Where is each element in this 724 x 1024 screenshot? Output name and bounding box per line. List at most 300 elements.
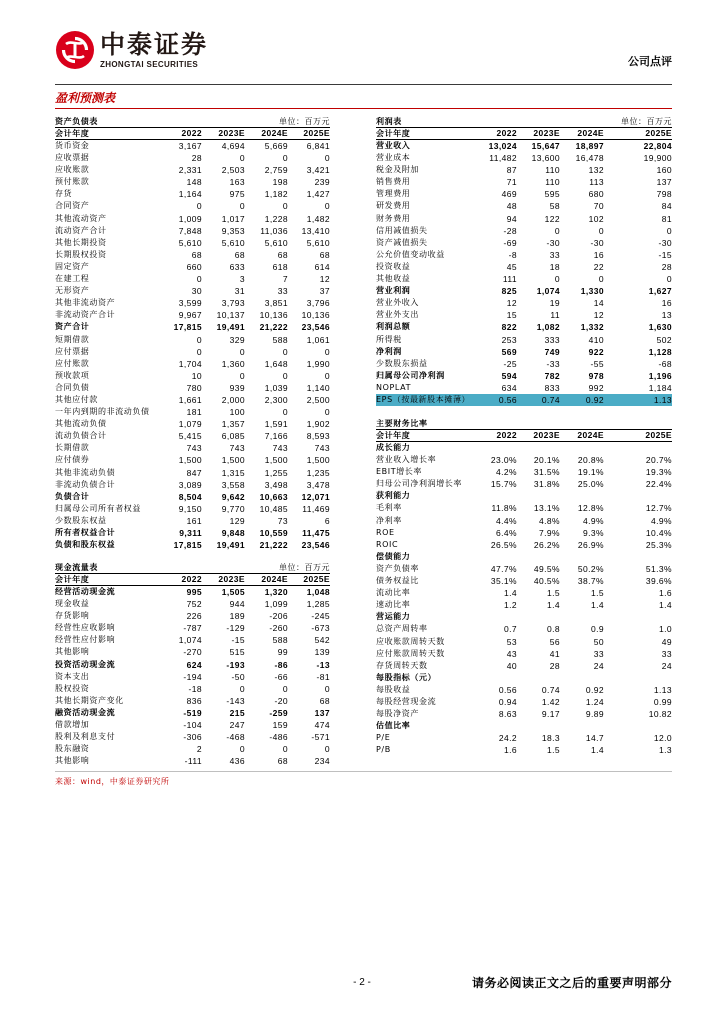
table-row: [55, 321, 330, 333]
row-label: 应收票据: [55, 153, 90, 163]
cell-value: 9,770: [221, 503, 245, 514]
table-row: [376, 708, 672, 720]
cell-value: 1,255: [264, 467, 288, 478]
cell-value: 10,663: [259, 491, 288, 502]
table-row: [55, 707, 330, 719]
cell-value: -50: [231, 671, 245, 682]
cell-value: 0.56: [498, 684, 517, 695]
logo-graphic: [55, 30, 95, 70]
cell-value: 3,498: [264, 479, 288, 490]
row-label: 销售费用: [376, 177, 411, 187]
cell-value: -306: [183, 732, 202, 743]
cell-value: 782: [544, 370, 560, 381]
cell-value: 23,546: [301, 540, 330, 551]
cell-value: 110: [545, 165, 560, 176]
cell-value: -20: [274, 695, 288, 706]
cell-value: 1,196: [648, 370, 672, 381]
cell-value: 8.63: [498, 709, 517, 720]
cell-value: 995: [186, 587, 202, 597]
cell-value: 0: [598, 225, 604, 236]
cell-value: 18: [549, 261, 560, 272]
cell-value: 3,793: [221, 298, 245, 309]
cell-value: 5,610: [306, 237, 330, 248]
row-label: 短期借款: [55, 334, 90, 344]
column-header: 2022: [496, 430, 517, 440]
cell-value: -787: [183, 623, 202, 634]
cell-value: -193: [226, 659, 245, 670]
section-header-row: [376, 442, 672, 454]
cell-value: 68: [277, 249, 288, 260]
cell-value: 25.3%: [645, 539, 672, 550]
column-header: 2023E: [218, 128, 245, 138]
row-label: 经营活动现金流: [55, 587, 116, 596]
section-label: 获利能力: [376, 491, 411, 501]
cell-value: 20.1%: [533, 455, 560, 466]
cell-value: 939: [229, 382, 245, 393]
table-row: [55, 695, 330, 707]
table-row: [55, 358, 330, 370]
cell-value: 253: [501, 334, 517, 345]
table-row: [376, 261, 672, 273]
cell-value: 0: [324, 683, 330, 694]
row-label: 净利率: [376, 515, 402, 525]
cell-value: 0.7: [503, 624, 517, 635]
cell-value: 19,900: [643, 153, 672, 164]
cell-value: 68: [319, 695, 330, 706]
cell-value: 1,332: [580, 322, 604, 333]
table-row: [55, 200, 330, 212]
cell-value: 3,796: [306, 298, 330, 309]
row-label: 归属母公司所有者权益: [55, 503, 141, 513]
cell-value: 159: [272, 720, 288, 731]
row-label: 存货影响: [55, 611, 90, 621]
table-row: [376, 696, 672, 708]
cell-value: 1.4: [658, 600, 672, 611]
cell-value: 1,099: [264, 599, 288, 610]
cell-value: -86: [274, 659, 288, 670]
section-header-row: [376, 490, 672, 502]
cell-value: 0: [598, 274, 604, 285]
column-header: 2024E: [577, 128, 604, 138]
row-label: 应收账款: [55, 165, 90, 175]
cell-value: 110: [545, 177, 560, 188]
table-row: [55, 188, 330, 200]
cell-value: 1.4: [546, 600, 560, 611]
cell-value: 8,504: [178, 491, 202, 502]
table-row: [376, 200, 672, 212]
cell-value: 2,331: [178, 165, 202, 176]
cell-value: 1.13: [653, 684, 672, 695]
cell-value: 833: [544, 382, 560, 393]
cell-value: 1,074: [178, 635, 202, 646]
cell-value: 84: [661, 201, 672, 212]
cell-value: 614: [314, 261, 330, 272]
cell-value: 160: [656, 165, 672, 176]
cell-value: 0: [239, 346, 245, 357]
table-row: [55, 634, 330, 646]
cell-value: 10,136: [259, 310, 288, 321]
cell-value: -270: [183, 647, 202, 658]
cell-value: 1,627: [648, 286, 672, 297]
cell-value: -259: [269, 707, 288, 718]
row-label: 固定资产: [55, 261, 90, 271]
row-label: 无形资产: [55, 286, 90, 296]
row-label: P/E: [376, 733, 391, 743]
row-label: 合同资产: [55, 201, 90, 211]
cell-value: -260: [269, 623, 288, 634]
cell-value: 7: [282, 274, 288, 285]
cell-value: -206: [269, 611, 288, 622]
row-label: 应付账款: [55, 358, 90, 368]
cell-value: 13.1%: [533, 503, 560, 514]
section-title: 盈利预测表: [55, 91, 116, 105]
cell-value: 1,017: [221, 213, 245, 224]
cell-value: 0: [324, 744, 330, 755]
cell-value: 11,469: [302, 503, 330, 514]
cell-value: 24: [661, 660, 672, 671]
cell-value: -28: [503, 225, 517, 236]
cell-value: 11,036: [260, 225, 288, 236]
cell-value: 16,478: [575, 153, 604, 164]
cell-value: 10,559: [259, 528, 288, 538]
row-label: 流动负债合计: [55, 431, 107, 441]
table-row: [55, 382, 330, 394]
cell-value: 0: [554, 274, 560, 285]
row-label: 其他非流动负债: [55, 467, 116, 477]
row-label: 非流动负债合计: [55, 479, 116, 489]
cell-value: 0: [239, 153, 245, 164]
table-row: [55, 586, 330, 598]
cell-value: 595: [544, 189, 560, 200]
row-label: 非流动资产合计: [55, 310, 116, 320]
cell-value: 0.9: [590, 624, 604, 635]
cell-value: 0: [282, 370, 288, 381]
section-header-row: [376, 720, 672, 732]
table-header-row: [376, 430, 672, 442]
cell-value: 10,137: [216, 310, 245, 321]
row-label: 长期股权投资: [55, 249, 107, 259]
cell-value: 6: [324, 515, 330, 526]
table-row: [55, 646, 330, 658]
cell-value: 24: [593, 660, 604, 671]
table-unit: 单位：百万元: [621, 117, 672, 126]
cell-value: 1.0: [658, 624, 672, 635]
table-row: [376, 370, 672, 382]
cell-value: 15.7%: [490, 479, 517, 490]
cell-value: 163: [229, 177, 245, 188]
cell-value: 68: [191, 249, 202, 260]
cell-value: 6.4%: [496, 527, 517, 538]
table-unit: 单位：百万元: [279, 563, 330, 572]
table-row: [376, 648, 672, 660]
report-type-label: 公司点评: [628, 55, 672, 68]
cell-value: 329: [229, 334, 245, 345]
table-row: [55, 309, 330, 321]
cell-value: 975: [229, 189, 245, 200]
cell-value: 2,300: [264, 394, 288, 405]
cell-value: 7.9%: [539, 527, 560, 538]
cell-value: 1,182: [264, 189, 288, 200]
table-row: [55, 442, 330, 454]
row-label: 其他影响: [55, 756, 90, 766]
table-row: [55, 249, 330, 261]
cell-value: 19.3%: [645, 467, 672, 478]
cell-value: 9,848: [221, 528, 245, 538]
cell-value: 1,648: [264, 358, 288, 369]
table-row: [376, 176, 672, 188]
eps-highlight-row: [376, 394, 672, 406]
cell-value: 15,647: [531, 141, 560, 151]
cell-value: -30: [658, 237, 672, 248]
section-header-row: [376, 611, 672, 623]
cell-value: 743: [314, 443, 330, 454]
table-row: [55, 659, 330, 671]
cell-value: 1,082: [536, 322, 560, 333]
table-row: [55, 176, 330, 188]
cell-value: 1,164: [178, 189, 202, 200]
cell-value: 0.94: [498, 696, 517, 707]
table-row: [376, 539, 672, 551]
row-label: 营业收入增长率: [376, 455, 437, 465]
table-row: [55, 418, 330, 430]
row-label: 每股经营现金流: [376, 696, 437, 706]
cell-value: 137: [656, 177, 672, 188]
cell-value: 40: [506, 660, 517, 671]
cell-value: 1,330: [580, 286, 604, 297]
cell-value: 10.82: [648, 709, 672, 720]
cell-value: 0: [324, 201, 330, 212]
cell-value: -129: [226, 623, 245, 634]
table-header-row: [55, 128, 330, 140]
cell-value: 139: [314, 647, 330, 658]
table-row: [55, 261, 330, 273]
cell-value: 0: [239, 370, 245, 381]
cell-value: 14: [593, 298, 604, 309]
row-label: 流动资产合计: [55, 225, 107, 235]
cell-value: 49: [661, 636, 672, 647]
cell-value: 0: [196, 274, 202, 285]
cell-value: -8: [508, 249, 517, 260]
source-note: 来源：wind，中泰证券研究所: [55, 777, 170, 786]
cell-value: 53: [506, 636, 517, 647]
section-header-row: [376, 551, 672, 563]
section-label: 估值比率: [376, 721, 411, 731]
cell-value: 56: [549, 636, 560, 647]
cell-value: -13: [316, 659, 330, 670]
row-label: 借款增加: [55, 720, 90, 730]
row-label: 应付债券: [55, 455, 90, 465]
cell-value: -486: [269, 732, 288, 743]
cell-value: 1,990: [306, 358, 330, 369]
cell-value: -68: [658, 358, 672, 369]
cell-value: -15: [658, 249, 672, 260]
source-divider: [55, 771, 672, 772]
cell-value: 68: [319, 249, 330, 260]
cell-value: 2,000: [221, 394, 245, 405]
table-row: [376, 164, 672, 176]
cell-value: -25: [503, 358, 517, 369]
cell-value: 49.5%: [533, 563, 560, 574]
brand-name-en: ZHONGTAI SECURITIES: [100, 60, 199, 69]
cell-value: 87: [506, 165, 517, 176]
cell-value: 2: [196, 744, 202, 755]
table-row: [55, 164, 330, 176]
table-title-row: [376, 116, 672, 128]
cell-value: 743: [186, 443, 202, 454]
row-label: 投资活动现金流: [55, 659, 116, 669]
row-label: NOPLAT: [376, 382, 412, 392]
cell-value: 4.9%: [651, 515, 672, 526]
cell-value: 73: [277, 515, 288, 526]
cell-value: 13: [661, 310, 672, 321]
brand-name-cn: 中泰证券: [100, 30, 209, 59]
row-label: 利润总额: [376, 322, 411, 332]
cell-value: 10.4%: [645, 527, 672, 538]
cell-value: 436: [229, 756, 245, 767]
cell-value: 11,482: [489, 153, 517, 164]
cell-value: 7,848: [178, 225, 202, 236]
row-label: 归母公司净利润增长率: [376, 479, 462, 489]
cell-value: -194: [183, 671, 202, 682]
row-label: 合同负债: [55, 382, 90, 392]
row-label: 其他非流动资产: [55, 298, 116, 308]
table-row: [376, 152, 672, 164]
cell-value: 161: [186, 515, 202, 526]
table-row: [55, 394, 330, 406]
row-label: 速动比率: [376, 600, 411, 610]
cell-value: 13,600: [531, 153, 560, 164]
cell-value: 9.89: [585, 709, 604, 720]
cell-value: 825: [501, 286, 517, 297]
column-header: 会计年度: [376, 431, 411, 440]
cell-value: 70: [593, 201, 604, 212]
table-title: 主要财务比率: [376, 419, 428, 428]
row-label: 存货周转天数: [376, 660, 428, 670]
cell-value: 9,642: [221, 491, 245, 502]
row-label: 流动比率: [376, 588, 411, 598]
cell-value: 17,815: [173, 540, 202, 551]
table-row: [376, 575, 672, 587]
cell-value: 633: [229, 261, 245, 272]
cell-value: 23,546: [301, 322, 330, 333]
row-label: 存货: [55, 189, 73, 199]
cell-value: 333: [544, 334, 560, 345]
cell-value: 51.3%: [645, 563, 672, 574]
cell-value: 0.99: [653, 696, 672, 707]
cell-value: 122: [544, 213, 560, 224]
row-label: 资产减值损失: [376, 237, 428, 247]
cell-value: 1.13: [653, 394, 672, 405]
row-label: 其他流动资产: [55, 213, 107, 223]
cell-value: 0: [282, 744, 288, 755]
cell-value: 1,039: [264, 382, 288, 393]
table-row: [376, 623, 672, 635]
cell-value: -18: [188, 683, 202, 694]
table-row: [55, 213, 330, 225]
row-label: 一年内到期的非流动负债: [55, 407, 150, 417]
cell-value: 20.8%: [577, 455, 604, 466]
column-header: 2023E: [533, 430, 560, 440]
row-label: 营业外支出: [376, 310, 419, 320]
row-label: 总资产周转率: [376, 624, 428, 634]
section-label: 每股指标（元）: [376, 672, 437, 682]
row-label: 股利及利息支付: [55, 732, 116, 742]
cell-value: 822: [501, 322, 517, 333]
row-label: 负债和股东权益: [55, 540, 116, 550]
cell-value: 1,228: [264, 213, 288, 224]
cell-value: 37: [319, 286, 330, 297]
cell-value: 847: [186, 467, 202, 478]
cell-value: 1.5: [546, 588, 560, 599]
table-row: [376, 309, 672, 321]
table-title-row: [55, 116, 330, 128]
cell-value: 1,315: [221, 467, 245, 478]
cell-value: 11,475: [302, 528, 330, 538]
cell-value: 743: [272, 443, 288, 454]
cell-value: 569: [501, 346, 517, 357]
table-title-row: [55, 562, 330, 574]
page-number: - 2 -: [353, 977, 371, 988]
cell-value: 752: [186, 599, 202, 610]
cell-value: 1,500: [221, 455, 245, 466]
row-label: 其他收益: [376, 274, 411, 284]
table-row: [55, 503, 330, 515]
cell-value: 50.2%: [577, 563, 604, 574]
cell-value: 33: [593, 648, 604, 659]
row-label: 预收款项: [55, 370, 90, 380]
row-label: 毛利率: [376, 503, 402, 513]
table-row: [55, 755, 330, 767]
cell-value: 1.4: [503, 588, 517, 599]
row-label: 营业成本: [376, 153, 411, 163]
cell-value: 19,491: [216, 540, 245, 551]
cell-value: 0: [196, 346, 202, 357]
cell-value: 0: [324, 407, 330, 418]
row-label: 货币资金: [55, 141, 90, 150]
cell-value: 618: [272, 261, 288, 272]
column-header: 2022: [496, 128, 517, 138]
cell-value: 1,360: [221, 358, 245, 369]
cell-value: -519: [183, 707, 202, 718]
row-label: 应付账款周转天数: [376, 648, 445, 658]
row-label: 每股收益: [376, 684, 411, 694]
income-statement-table: [376, 116, 672, 406]
row-label: 应收账款周转天数: [376, 636, 445, 646]
row-label: 资本支出: [55, 671, 90, 681]
cell-value: 1.5: [590, 588, 604, 599]
cell-value: 113: [589, 177, 604, 188]
column-header: 2024E: [261, 574, 288, 584]
cell-value: 978: [588, 370, 604, 381]
cell-value: 9.3%: [583, 527, 604, 538]
cell-value: 12,071: [301, 491, 330, 502]
cell-value: 12.8%: [577, 503, 604, 514]
cell-value: 836: [186, 695, 202, 706]
cell-value: 1,048: [306, 587, 330, 597]
table-row: [55, 237, 330, 249]
cell-value: 3,167: [178, 141, 202, 151]
cell-value: 0: [196, 334, 202, 345]
table-unit: 单位：百万元: [279, 117, 330, 126]
row-label: 少数股东损益: [376, 358, 428, 368]
table-row: [376, 188, 672, 200]
cell-value: 410: [588, 334, 604, 345]
table-row: [55, 719, 330, 731]
row-label: 资产负债率: [376, 563, 419, 573]
cell-value: 81: [661, 213, 672, 224]
cell-value: 11.8%: [491, 503, 517, 514]
cell-value: 58: [549, 201, 560, 212]
